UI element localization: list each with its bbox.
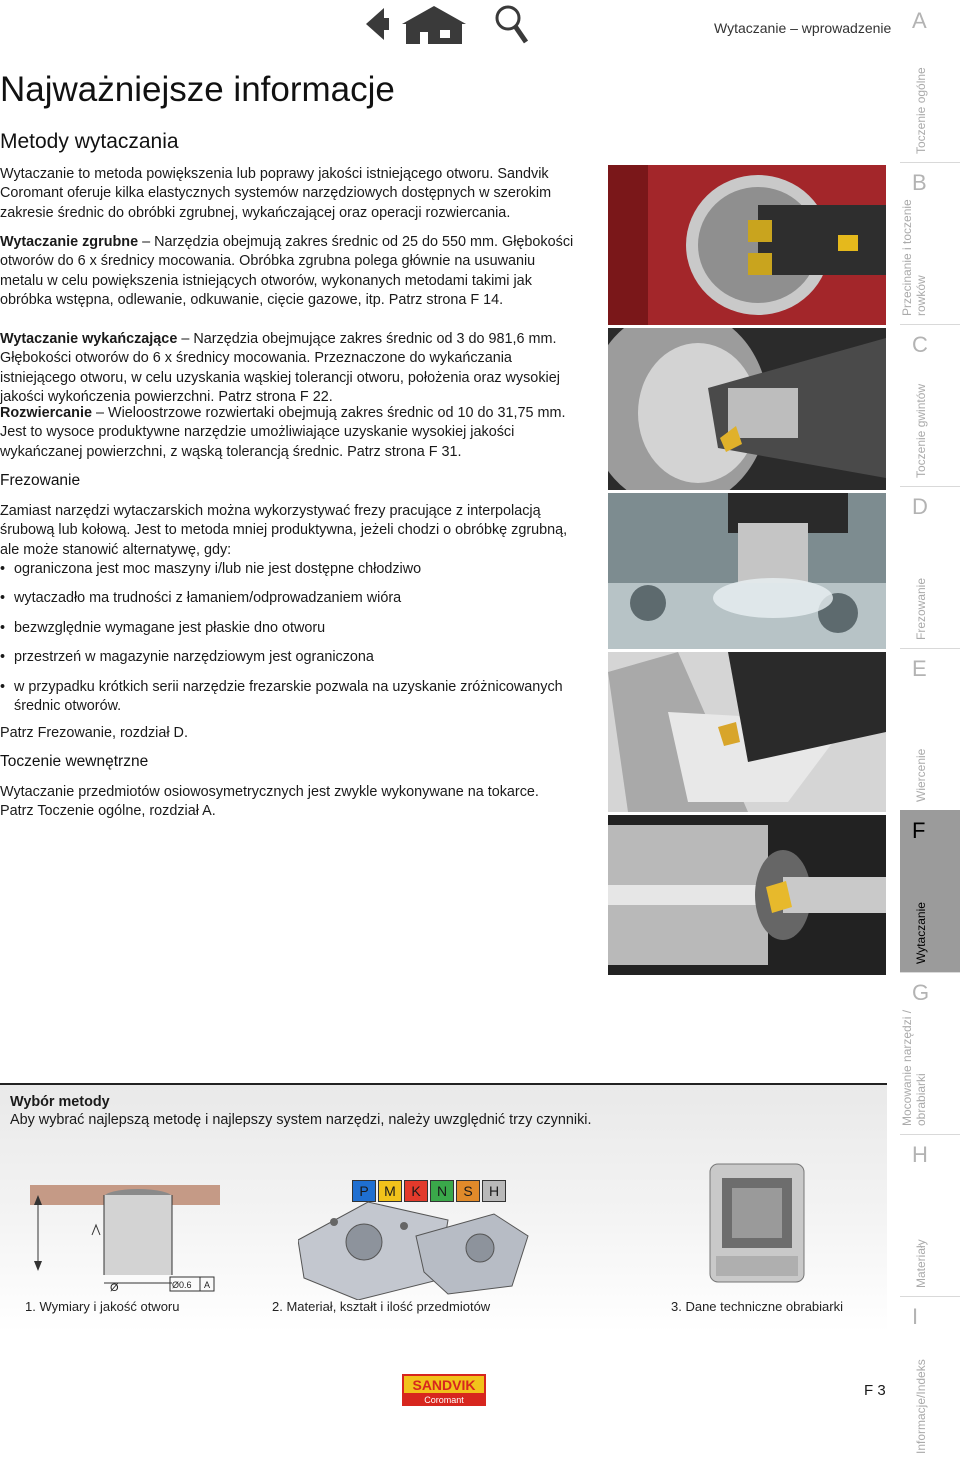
milling-intro: Zamiast narzędzi wytaczarskich można wykorzystywać frezy pracujące z interpolacją śrubową lub kołową. Jest to metoda mniej produktywna, jeżeli chodzi o obróbkę zgrubną, ale może stanowić alternatywę, gdy: [0,503,568,558]
rough-boring-paragraph [0,233,575,311]
tab-label: Frezowanie [914,577,928,640]
milling-photo [608,493,886,649]
internal-turning-text: Wytaczanie przedmiotów osiowosymetrycznych jest zwykle wykonywane na tokarce. Patrz Toczenie ogólne, rozdział A. [0,784,539,820]
tab-d[interactable] [900,486,960,649]
iso-m-chip: M [378,1180,402,1202]
list-item: • ograniczona jest moc maszyny i/lub nie jest dostępne chłodziwo [0,560,580,579]
diameter-symbol: Ø [110,1282,119,1294]
tab-label [900,1010,928,1126]
tab-a[interactable] [900,0,960,163]
tolerance-value: Ø0.6 [172,1280,192,1290]
page-title: Najważniejsze informacje [0,70,395,109]
reaming-text: – Wieloostrzowe rozwiertaki obejmują zakres średnic od 10 do 31,75 mm. Jest to wysoce produktywne narzędzie umożliwiające uzyskanie wysokiej jakości wykańczanej powierzchni, z wąską tolerancją średnic. Patrz strona F 31. [0,405,566,460]
tab-label: Materiały [914,1239,928,1288]
tab-letter: I [912,1304,919,1329]
intro-paragraph: Wytaczanie to metoda powiększenia lub poprawy jakości istniejącego otworu. Sandvik Coromant oferuje kilka elastycznych systemów narzędziowych dostępnych w szerokim zakresie średnic do obróbki zgrubnej, wykańczającej oraz operacji rozwiercania. [0,166,552,221]
tab-label: Informacje/Indeks [914,1359,928,1454]
iso-material-groups [352,1180,506,1200]
chapter-sidebar [900,0,960,1462]
milling-bullet-list [0,560,580,726]
tab-b[interactable] [900,162,960,325]
iso-n-chip: N [430,1180,454,1202]
page-number: F 3 [864,1382,886,1399]
tab-letter: E [912,656,927,681]
rough-boring-text: – Narzędzia obejmują zakres średnic od 25 do 550 mm. Głębokości otworów do 6 x średnicy mocowania. Obróbka zgrubna polega głównie na usuwaniu metalu w celu powiększenia istniejących otworów, wykonanych metodami takimi jak obróbka wstępna, odlewanie, odkuwanie, cięcie gazowe, itp. Patrz strona F 14. [0,234,574,309]
iso-k-chip: K [404,1180,428,1202]
rough-boring-term: Wytaczanie zgrubne [0,234,139,250]
tab-letter: H [912,1142,928,1167]
list-item: • bezwzględnie wymagane jest płaskie dno otworu [0,619,580,638]
tab-label: Toczenie ogólne [914,67,928,154]
tab-i[interactable] [900,1296,960,1462]
back-arrow-icon[interactable] [366,8,389,40]
tab-label-line: Mocowanie narzędzi / [900,1009,914,1126]
finish-boring-term: Wytaczanie wykańczające [0,331,178,347]
tab-e[interactable] [900,648,960,811]
tab-letter: D [912,494,928,519]
search-icon[interactable] [497,7,526,42]
finish-boring-photo [608,328,886,490]
tab-label: Wytaczanie [914,902,928,964]
svg-text:SANDVIK: SANDVIK [412,1377,476,1393]
caption-hole-dimensions: 1. Wymiary i jakość otworu [25,1299,180,1314]
tab-label: Wiercenie [914,748,928,802]
reaming-paragraph [0,404,575,462]
method-box-title: Wybór metody [10,1094,110,1110]
tab-h[interactable] [900,1134,960,1297]
rough-boring-photo [608,165,886,325]
tab-letter: B [912,170,927,195]
milling-reference: Patrz Frezowanie, rozdział D. [0,725,188,741]
datum-label: A [204,1280,211,1290]
helical-interpolation-photo [608,652,886,812]
hole-dimension-diagram [20,1165,220,1295]
caption-material: 2. Materiał, kształt i ilość przedmiotów [272,1299,491,1314]
tab-label: Toczenie gwintów [914,383,928,478]
tab-letter: G [912,980,930,1005]
list-item: • przestrzeń w magazynie narzędziowym jest ograniczona [0,648,580,667]
list-item: • wytaczadło ma trudności z łamaniem/odprowadzaniem wióra [0,589,580,608]
caption-machine-data: 3. Dane techniczne obrabiarki [671,1299,843,1314]
home-icon[interactable] [402,6,466,44]
tab-f[interactable] [900,810,960,973]
milling-heading: Frezowanie [0,472,81,489]
internal-turning-photo [608,815,886,975]
tab-g[interactable] [900,972,960,1135]
svg-text:Coromant: Coromant [424,1395,464,1405]
finish-boring-paragraph [0,330,575,408]
tab-letter: F [912,818,926,843]
iso-p-chip: P [352,1180,376,1202]
tab-letter: C [912,332,928,357]
tab-label [900,199,928,316]
finish-boring-text: – Narzędzia obejmujące zakres średnic od 3 do 981,6 mm. Głębokości otworów do 6 x średnicy mocowania. Przeznaczone do wykańczania istniejącego otworu, w celu uzyskania wąskiej tolerancji otworu, położenia oraz wysokiej jakości wykończenia powierzchni. Patrz strona F 22. [0,331,560,406]
workpiece-illustration [298,1200,530,1300]
internal-turning-heading: Toczenie wewnętrzne [0,753,149,770]
navigation-icons [362,4,532,44]
list-item: • w przypadku krótkich serii narzędzie frezarskie pozwala na uzyskanie zróżnicowanych średnic otworów. [0,678,580,717]
section-subtitle: Metody wytaczania [0,130,179,153]
machine-tool-illustration [702,1160,812,1290]
tab-label-line: Przecinanie i toczenie [900,199,914,316]
tab-c[interactable] [900,324,960,487]
reaming-term: Rozwiercanie [0,405,92,421]
tab-label-line: obrabiarki [914,1073,928,1126]
tab-letter: A [912,8,927,33]
section-header: Wytaczanie – wprowadzenie [714,20,892,36]
iso-h-chip: H [482,1180,506,1202]
iso-s-chip: S [456,1180,480,1202]
sandvik-coromant-logo [402,1374,486,1406]
tab-label-line: rowków [914,275,928,316]
method-box-description: Aby wybrać najlepszą metodę i najlepszy system narzędzi, należy uwzględnić trzy czynniki. [10,1112,592,1128]
